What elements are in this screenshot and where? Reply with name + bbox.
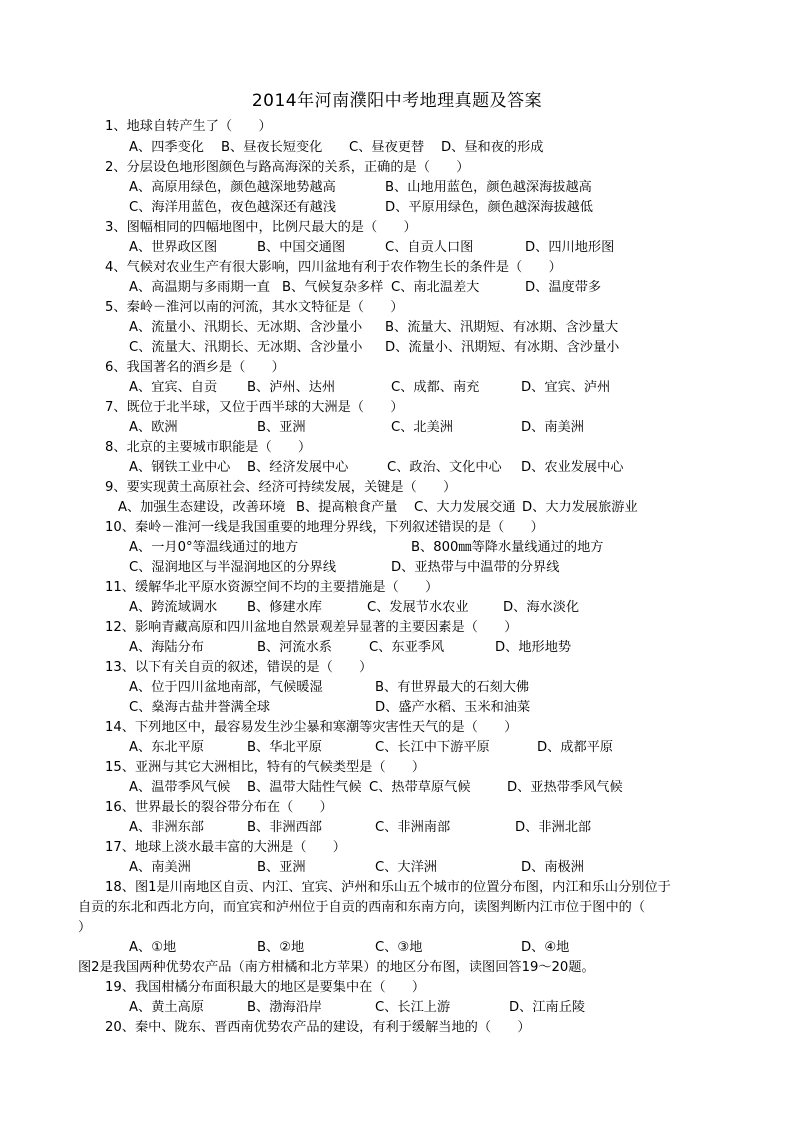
option-a: A、一月0°等温线通过的地方 bbox=[129, 540, 299, 555]
option-c: C、自贡人口图 bbox=[385, 240, 474, 255]
option-d: D、亚热带与中温带的分界线 bbox=[391, 560, 560, 575]
option-c: C、大力发展交通 bbox=[414, 500, 516, 515]
option-d: D、平原用绿色，颜色越深海拔越低 bbox=[385, 200, 593, 215]
option-a: A、宜宾、自贡 bbox=[129, 380, 218, 395]
question-4-stem: 4、气候对农业生产有很大影响，四川盆地有利于农作物生长的条件是（ ） bbox=[105, 260, 562, 275]
option-c: C、政治、文化中心 bbox=[387, 460, 502, 475]
option-d: D、宜宾、泸州 bbox=[521, 380, 611, 395]
option-b: B、修建水库 bbox=[247, 600, 322, 615]
option-d: D、温度带多 bbox=[525, 280, 602, 295]
question-18-stem-line1: 18、图1是川南地区自贡、内江、宜宾、泸州和乐山五个城市的位置分布图，内江和乐山分别位于 bbox=[105, 880, 671, 895]
option-c: C、非洲南部 bbox=[375, 820, 451, 835]
option-c: C、大洋洲 bbox=[375, 860, 437, 875]
option-d: D、海水淡化 bbox=[503, 600, 580, 615]
question-10-stem: 10、秦岭－淮河一线是我国重要的地理分界线，下列叙述错误的是（ ） bbox=[105, 520, 544, 535]
option-c: C、热带草原气候 bbox=[369, 780, 471, 795]
option-d: D、江南丘陵 bbox=[509, 1000, 586, 1015]
question-12-stem: 12、影响青藏高原和四川盆地自然景观差异显著的主要因素是（ ） bbox=[105, 620, 518, 635]
option-a: A、跨流域调水 bbox=[129, 600, 218, 615]
option-d: D、盛产水稻、玉米和油菜 bbox=[375, 700, 531, 715]
option-b: B、经济发展中心 bbox=[247, 460, 349, 475]
option-d: D、大力发展旅游业 bbox=[522, 500, 638, 515]
option-d: D、地形地势 bbox=[495, 640, 572, 655]
option-a: A、海陆分布 bbox=[129, 640, 204, 655]
option-c: C、昼夜更替 bbox=[349, 140, 425, 155]
option-a: A、世界政区图 bbox=[129, 240, 218, 255]
option-c: C、燊海古盐井誉满全球 bbox=[129, 700, 271, 715]
option-b: B、提高粮食产量 bbox=[296, 500, 398, 515]
option-a: A、东北平原 bbox=[129, 740, 204, 755]
option-c: C、长江上游 bbox=[375, 1000, 451, 1015]
option-b: B、非洲西部 bbox=[247, 820, 322, 835]
option-c: C、③地 bbox=[375, 940, 423, 955]
option-b: B、温带大陆性气候 bbox=[247, 780, 362, 795]
option-b: B、800㎜等降水量线通过的地方 bbox=[411, 540, 604, 555]
option-c: C、发展节水农业 bbox=[367, 600, 469, 615]
option-c: C、北美洲 bbox=[391, 420, 453, 435]
question-14-stem: 14、下列地区中，最容易发生沙尘暴和寒潮等灾害性天气的是（ ） bbox=[105, 720, 518, 735]
option-d: D、农业发展中心 bbox=[521, 460, 624, 475]
question-19-stem: 19、我国柑橘分布面积最大的地区是要集中在（ ） bbox=[105, 980, 426, 995]
option-c: C、海洋用蓝色，夜色越深还有越浅 bbox=[129, 200, 337, 215]
option-a: A、四季变化 bbox=[129, 140, 204, 155]
question-9-stem: 9、要实现黄土高原社会、经济可持续发展，关键是（ ） bbox=[105, 480, 457, 495]
option-c: C、东亚季风 bbox=[369, 640, 445, 655]
option-b: B、山地用蓝色，颜色越深海拔越高 bbox=[385, 180, 592, 195]
option-d: D、成都平原 bbox=[537, 740, 614, 755]
option-b: B、中国交通图 bbox=[257, 240, 346, 255]
option-b: B、渤海沿岸 bbox=[247, 1000, 322, 1015]
option-d: D、四川地形图 bbox=[525, 240, 615, 255]
option-d: D、亚热带季风气候 bbox=[507, 780, 623, 795]
option-d: D、南美洲 bbox=[521, 420, 584, 435]
option-b: B、流量大、汛期短、有冰期、含沙量大 bbox=[385, 320, 619, 335]
option-d: D、南极洲 bbox=[521, 860, 584, 875]
option-b: B、泸州、达州 bbox=[247, 380, 336, 395]
option-a: A、非洲东部 bbox=[129, 820, 204, 835]
option-d: D、昼和夜的形成 bbox=[441, 140, 544, 155]
question-5-stem: 5、秦岭－淮河以南的河流，其水文特征是（ ） bbox=[105, 300, 404, 315]
question-6-stem: 6、我国著名的酒乡是（ ） bbox=[105, 360, 285, 375]
page-title: 2014年河南濮阳中考地理真题及答案 bbox=[251, 91, 543, 111]
option-a: A、温带季风气候 bbox=[129, 780, 231, 795]
question-18-stem-line3: ） bbox=[78, 920, 92, 935]
option-a: A、欧洲 bbox=[129, 420, 178, 435]
option-c: C、长江中下游平原 bbox=[375, 740, 490, 755]
option-b: B、河流水系 bbox=[257, 640, 332, 655]
option-a: A、位于四川盆地南部，气候暖湿 bbox=[129, 680, 323, 695]
question-11-stem: 11、缓解华北平原水资源空间不均的主要措施是（ ） bbox=[105, 580, 439, 595]
question-8-stem: 8、北京的主要城市职能是（ ） bbox=[105, 440, 312, 455]
option-a: A、①地 bbox=[129, 940, 177, 955]
figure-2-intro: 图2是我国两种优势农产品（南方柑橘和北方苹果）的地区分布图，读图回答19～20题。 bbox=[78, 960, 595, 975]
option-b: B、亚洲 bbox=[257, 860, 306, 875]
question-13-stem: 13、以下有关自贡的叙述，错误的是（ ） bbox=[105, 660, 373, 675]
question-16-stem: 16、世界最长的裂谷带分布在（ ） bbox=[105, 800, 333, 815]
option-a: A、黄土高原 bbox=[129, 1000, 204, 1015]
question-17-stem: 17、地球上淡水最丰富的大洲是（ ） bbox=[105, 840, 346, 855]
option-b: B、昼夜长短变化 bbox=[221, 140, 323, 155]
option-a: A、加强生态建设，改善环境 bbox=[118, 500, 286, 515]
option-b: B、气候复杂多样 bbox=[282, 280, 384, 295]
option-a: A、流量小、汛期长、无冰期、含沙量小 bbox=[129, 320, 363, 335]
option-b: B、②地 bbox=[257, 940, 305, 955]
question-3-stem: 3、图幅相同的四幅地图中，比例尺最大的是（ ） bbox=[105, 220, 417, 235]
option-b: B、华北平原 bbox=[247, 740, 322, 755]
option-b: B、亚洲 bbox=[257, 420, 306, 435]
question-18-stem-line2: 自贡的东北和西北方向，而宜宾和泸州位于自贡的西南和东南方向，读图判断内江市位于图中的（ bbox=[78, 900, 646, 915]
question-7-stem: 7、既位于北半球，又位于西半球的大洲是（ ） bbox=[105, 400, 404, 415]
option-c: C、南北温差大 bbox=[391, 280, 480, 295]
option-d: D、④地 bbox=[521, 940, 570, 955]
option-a: A、钢铁工业中心 bbox=[129, 460, 231, 475]
option-d: D、非洲北部 bbox=[515, 820, 592, 835]
option-a: A、南美洲 bbox=[129, 860, 191, 875]
question-2-stem: 2、分层设色地形图颜色与路高海深的关系，正确的是（ ） bbox=[105, 160, 470, 175]
option-c: C、流量大、汛期长、无冰期、含沙量小 bbox=[129, 340, 363, 355]
question-1-stem: 1、地球自转产生了（ ） bbox=[105, 119, 272, 134]
option-c: C、湿润地区与半湿润地区的分界线 bbox=[129, 560, 337, 575]
question-15-stem: 15、亚洲与其它大洲相比，特有的气候类型是（ ） bbox=[105, 760, 426, 775]
option-d: D、流量小、汛期短、有冰期、含沙量小 bbox=[385, 340, 620, 355]
option-a: A、高温期与多雨期一直 bbox=[129, 280, 270, 295]
option-a: A、高原用绿色，颜色越深地势越高 bbox=[129, 180, 336, 195]
option-c: C、成都、南充 bbox=[391, 380, 480, 395]
option-b: B、有世界最大的石刻大佛 bbox=[375, 680, 530, 695]
question-20-stem: 20、秦中、陇东、晋西南优势农产品的建设，有利于缓解当地的（ ） bbox=[105, 1020, 531, 1035]
